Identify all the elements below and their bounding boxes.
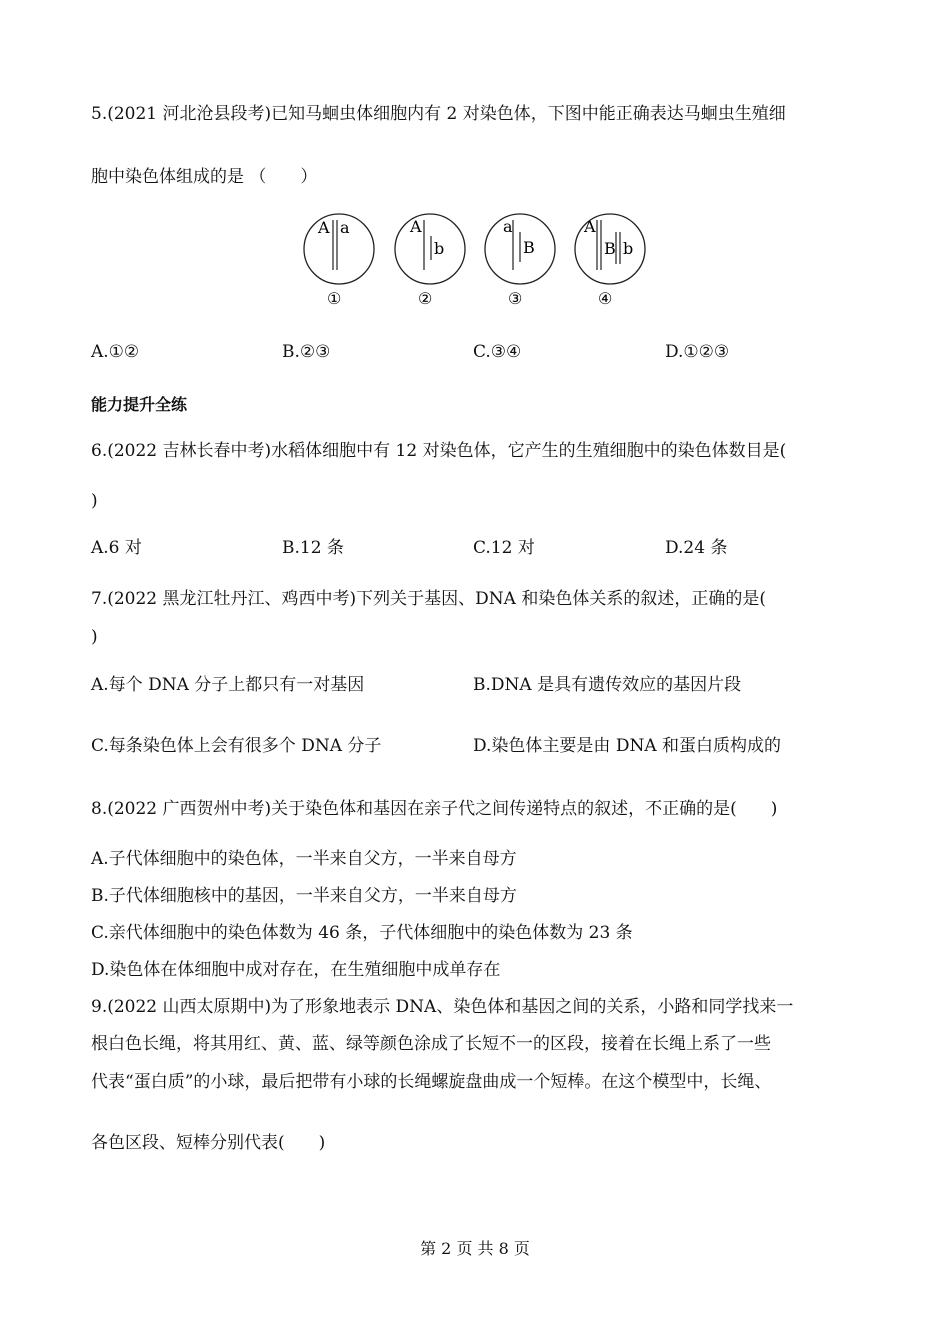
cell-1-caption: ①: [327, 289, 342, 308]
q6-stem-line2: ): [91, 491, 98, 511]
cell-2: [395, 214, 465, 308]
section-heading: 能力提升全练: [91, 395, 188, 414]
cell-1: [304, 214, 374, 308]
q8-option-b[interactable]: B.子代体细胞核中的基因，一半来自父方，一半来自母方: [91, 886, 517, 906]
q8-option-c[interactable]: C.亲代体细胞中的染色体数为 46 条，子代体细胞中的染色体数为 23 条: [91, 923, 633, 943]
q5-stem-line2: 胞中染色体组成的是 （ ）: [91, 167, 318, 187]
cell-2-label-b: b: [434, 239, 445, 258]
cell-1-label-A: A: [318, 218, 330, 237]
cell-3-caption: ③: [508, 289, 523, 308]
q6-option-c[interactable]: C.12 对: [473, 538, 535, 558]
q5-option-a[interactable]: A.①②: [91, 342, 140, 362]
cell-4-label-A: A: [584, 217, 596, 236]
q7-stem-line1: 7.(2022 黑龙江牡丹江、鸡西中考)下列关于基因、DNA 和染色体关系的叙述，正确的是(: [91, 589, 766, 609]
cell-4: [575, 214, 645, 308]
q6-option-a[interactable]: A.6 对: [91, 538, 142, 558]
q7-stem-line2: ): [91, 627, 98, 647]
q9-stem-line1: 9.(2022 山西太原期中)为了形象地表示 DNA、染色体和基因之间的关系，小路和同学找来一: [91, 997, 794, 1017]
q9-stem-line3: 代表“蛋白质”的小球，最后把带有小球的长绳螺旋盘曲成一个短棒。在这个模型中，长绳、: [91, 1072, 772, 1092]
cell-4-label-b: b: [623, 239, 634, 258]
q7-option-b[interactable]: B.DNA 是具有遗传效应的基因片段: [473, 675, 742, 695]
q5-option-b[interactable]: B.②③: [282, 342, 331, 362]
q7-option-c[interactable]: C.每条染色体上会有很多个 DNA 分子: [91, 736, 382, 756]
q6-option-b[interactable]: B.12 条: [282, 538, 344, 558]
q8-option-d[interactable]: D.染色体在体细胞中成对存在，在生殖细胞中成单存在: [91, 960, 501, 980]
q5-stem-line1: 5.(2021 河北沧县段考)已知马蛔虫体细胞内有 2 对染色体，下图中能正确表达马蛔虫生殖细: [91, 104, 786, 124]
cell-2-label-A: A: [410, 217, 422, 236]
q6-option-d[interactable]: D.24 条: [665, 538, 728, 558]
cell-4-caption: ④: [598, 289, 613, 308]
q8-stem-line1: 8.(2022 广西贺州中考)关于染色体和基因在亲子代之间传递特点的叙述，不正确的是( ): [91, 799, 778, 819]
chromosome-figure: [300, 212, 660, 312]
q9-stem-line4: 各色区段、短棒分别代表( ): [91, 1133, 326, 1153]
q7-option-a[interactable]: A.每个 DNA 分子上都只有一对基因: [91, 675, 365, 695]
q8-option-a[interactable]: A.子代体细胞中的染色体，一半来自父方，一半来自母方: [91, 849, 517, 869]
cell-2-caption: ②: [418, 289, 433, 308]
page-footer: 第 2 页 共 8 页: [420, 1239, 530, 1258]
cell-3-label-B: B: [523, 238, 535, 257]
chromosome-figure-svg: [300, 212, 660, 312]
q5-option-d[interactable]: D.①②③: [665, 342, 730, 362]
cell-3-label-a: a: [503, 217, 513, 236]
q7-option-d[interactable]: D.染色体主要是由 DNA 和蛋白质构成的: [473, 736, 782, 756]
cell-4-label-B: B: [604, 239, 616, 258]
q9-stem-line2: 根白色长绳，将其用红、黄、蓝、绿等颜色涂成了长短不一的区段，接着在长绳上系了一些: [91, 1034, 771, 1054]
cell-1-label-a: a: [340, 218, 350, 237]
q6-stem-line1: 6.(2022 吉林长春中考)水稻体细胞中有 12 对染色体，它产生的生殖细胞中的染色体数目是(: [91, 441, 787, 461]
cell-3: [485, 214, 555, 308]
q5-option-c[interactable]: C.③④: [473, 342, 522, 362]
